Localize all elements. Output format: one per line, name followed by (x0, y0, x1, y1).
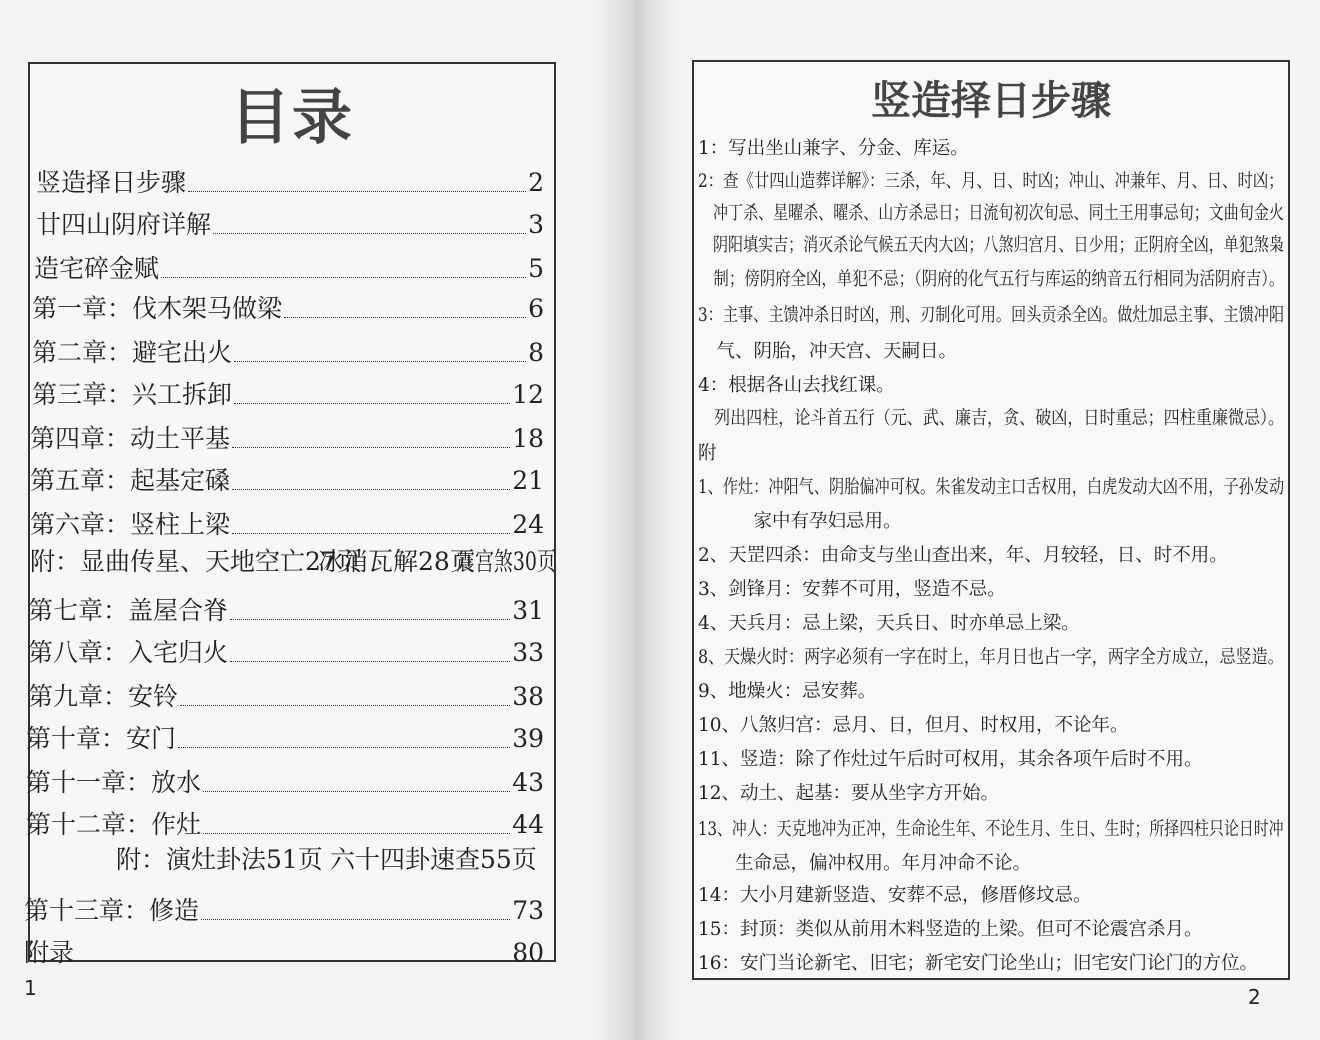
step-line: 气、阴胎，冲天宫、天嗣日。 (698, 341, 958, 362)
toc-leader-dots (234, 361, 526, 362)
toc-entry (28, 592, 544, 626)
step-line: 附 (698, 443, 717, 464)
toc-entry-page: 24 (512, 510, 544, 539)
toc-entry-page: 43 (512, 768, 544, 797)
toc-appendix-1a: 附：显曲传星、天地空亡27页 (30, 547, 362, 576)
toc-entry-label: 廿四山阴府详解 (36, 210, 212, 239)
toc-leader-dots (203, 833, 510, 834)
toc-entry-page: 73 (512, 896, 544, 925)
toc-entry (28, 634, 544, 668)
step-line: 9、地燥火：忌安葬。 (698, 681, 877, 702)
toc-entry (34, 250, 544, 284)
toc-appendix-2b: 六十四卦速查55页 (330, 845, 537, 874)
page-number-left: 1 (24, 976, 37, 1000)
step-line: 制；傍阴府全凶，单犯不忌；（阴府的化气五行与库运的纳音五行相同为活阴府吉）。 (698, 269, 1285, 290)
toc-leader-dots (230, 661, 510, 662)
toc-leader-dots (161, 277, 526, 278)
steps-title: 竖造择日步骤 (871, 78, 1111, 124)
toc-entry-page: 33 (512, 638, 544, 667)
step-line: 家中有孕妇忌用。 (698, 511, 902, 532)
step-line: 2、天罡四杀：由命支与坐山查出来，年、月较轻，日、时不用。 (698, 545, 1228, 566)
step-line: 4：根据各山去找红课。 (698, 375, 895, 396)
toc-entry (30, 462, 544, 496)
toc-leader-dots (284, 317, 526, 318)
toc-entry-label: 第三章：兴工拆卸 (32, 380, 233, 409)
toc-entry-page: 6 (528, 294, 544, 323)
toc-entry-page: 21 (512, 466, 544, 495)
toc-entry-page: 80 (512, 938, 544, 967)
toc-leader-dots (213, 233, 526, 234)
step-line: 1：写出坐山兼字、分金、库运。 (698, 138, 969, 159)
book-gutter (596, 0, 676, 1040)
toc-entry-label: 第八章：入宅归火 (28, 638, 229, 667)
step-line: 10、八煞归宫：忌月、日，但月、时权用，不论年。 (698, 715, 1129, 736)
toc-entry-page: 18 (512, 424, 544, 453)
toc-entry-label: 第二章：避宅出火 (32, 338, 233, 367)
toc-entry (32, 376, 544, 410)
toc-entry-label: 第十二章：作灶 (26, 810, 202, 839)
toc-entry-label: 竖造择日步骤 (36, 168, 187, 197)
toc-entry-label: 第十章：安门 (26, 724, 177, 753)
toc-leader-dots (201, 919, 510, 920)
step-line: 1、作灶：冲阳气、阴胎偏冲可权。朱雀发动主口舌权用，白虎发动大凶不用，子孙发动 (698, 477, 1285, 498)
step-line: 3、剑锋月：安葬不可用，竖造不忌。 (698, 579, 1006, 600)
toc-entry (30, 420, 544, 454)
toc-leader-dots (76, 961, 510, 962)
step-line: 生命忌，偏冲权用。年月冲命不论。 (698, 853, 1032, 874)
toc-entry-label: 第九章：安铃 (28, 682, 179, 711)
toc-entry-page: 2 (528, 168, 544, 197)
step-line: 14：大小月建新竖造、安葬不忌，修厝修坟忌。 (698, 885, 1092, 906)
toc-entry-page: 5 (528, 254, 544, 283)
toc-entry (26, 764, 544, 798)
toc-entry-page: 3 (528, 210, 544, 239)
toc-entry-label: 第十三章：修造 (24, 896, 200, 925)
toc-entry-label: 第一章：伐木架马做梁 (32, 294, 283, 323)
toc-entry-page: 8 (528, 338, 544, 367)
step-line: 16：安门当论新宅、旧宅；新宅安门论坐山；旧宅安门论门的方位。 (698, 953, 1259, 974)
toc-leader-dots (188, 191, 526, 192)
toc-leader-dots (232, 447, 510, 448)
toc-leader-dots (203, 791, 510, 792)
toc-entry-label: 第五章：起基定磉 (30, 466, 231, 495)
toc-appendix-2a: 附：演灶卦法51页 (116, 845, 323, 874)
step-line: 4、天兵月：忌上梁，天兵日、时亦单忌上梁。 (698, 613, 1080, 634)
toc-entry (32, 334, 544, 368)
step-line: 8、天燥火时：两字必须有一字在时上，年月日也占一字，两字全方成立，忌竖造。 (698, 647, 1284, 668)
toc-entry (26, 720, 544, 754)
toc-entry-label: 第四章：动土平基 (30, 424, 231, 453)
step-line: 阴阳填实吉；消灭杀论气候五天内大凶；八煞归宫月、日少用；正阴府全凶，单犯煞枭 (698, 235, 1284, 256)
toc-entry-page: 12 (512, 380, 544, 409)
toc-entry-page: 38 (512, 682, 544, 711)
toc-appendix-1c: 震宫煞30页 (456, 547, 556, 576)
step-line: 2：查《廿四山造葬详解》：三杀，年、月、日、时凶；冲山、冲兼年、月、日、时凶； (698, 171, 1284, 192)
toc-entry-label: 第六章：竖柱上梁 (30, 510, 231, 539)
toc-entry (36, 164, 544, 198)
step-line: 15：封顶：类似从前用木料竖造的上梁。但可不论震宫杀月。 (698, 919, 1203, 940)
toc-leader-dots (232, 489, 510, 490)
step-line: 13、冲人：天克地冲为正冲，生命论生年、不论生月、生日、生时；所择四柱只论日时冲 (698, 819, 1284, 840)
toc-leader-dots (180, 705, 510, 706)
toc-entry-label: 造宅碎金赋 (34, 254, 160, 283)
toc-leader-dots (178, 747, 510, 748)
toc-entry (24, 934, 544, 968)
toc-entry (36, 206, 544, 240)
toc-entry (26, 806, 544, 840)
step-line: 3：主事、主馈冲杀日时凶，刑、刃制化可用。回头贡杀全凶。做灶加忌主事、主馈冲阳 (698, 305, 1285, 326)
step-line: 冲丁杀、星曜杀、曜杀、山方杀忌日；日流旬初次旬忌、同土王用事忌旬；文曲旬金火 (698, 203, 1284, 224)
toc-title: 目录 (230, 83, 354, 153)
step-line: 11、竖造：除了作灶过午后时可权用，其余各项午后时不用。 (698, 749, 1203, 770)
toc-entry (30, 506, 544, 540)
step-line: 列出四柱，论斗首五行（元、武、廉吉，贪、破凶，日时重忌；四柱重廉微忌）。 (698, 408, 1285, 429)
toc-entry (24, 892, 544, 926)
toc-entry-label: 第十一章：放水 (26, 768, 202, 797)
toc-leader-dots (234, 403, 510, 404)
page-number-right: 2 (1248, 985, 1261, 1009)
toc-entry-label: 第七章：盖屋合脊 (28, 596, 229, 625)
toc-entry-page: 44 (512, 810, 544, 839)
toc-entry-label: 附录 (24, 938, 75, 967)
toc-entry (32, 290, 544, 324)
step-line: 12、动土、起基：要从坐字方开始。 (698, 783, 1000, 804)
toc-leader-dots (232, 533, 510, 534)
toc-entry (28, 678, 544, 712)
toc-leader-dots (230, 619, 510, 620)
toc-entry-page: 31 (512, 596, 544, 625)
toc-appendix-1b: 冰消瓦解28页 (318, 547, 475, 576)
toc-entry-page: 39 (512, 724, 544, 753)
